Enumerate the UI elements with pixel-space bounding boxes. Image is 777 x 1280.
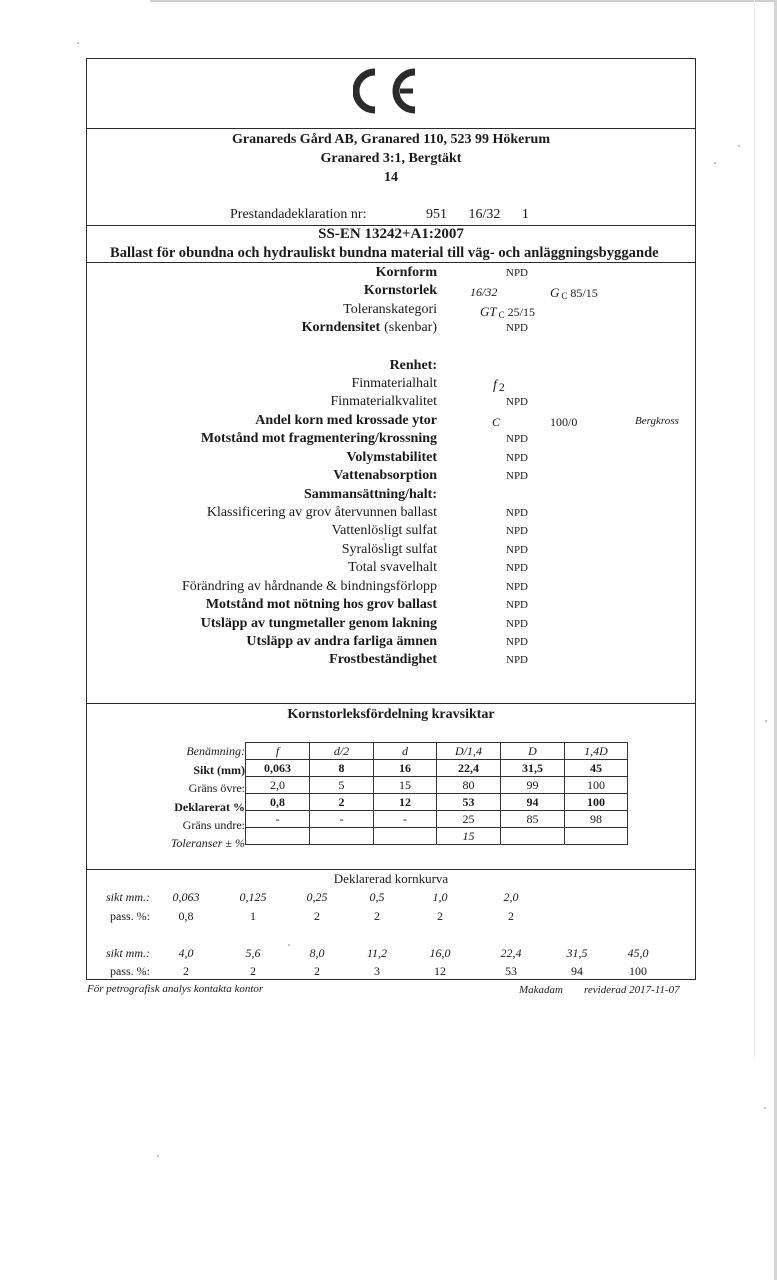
property-label-suffix: (skenbar)	[384, 320, 437, 335]
value-text: NPD	[506, 599, 529, 611]
property-value	[506, 322, 528, 334]
scan-speck	[714, 162, 716, 164]
property-value	[506, 581, 528, 593]
grading-curve-title: Deklarerad kornkurva	[333, 871, 449, 886]
passing-percent: 53	[505, 964, 517, 978]
grading-row-label: Deklarerat %	[174, 800, 245, 814]
sieve-size: 16,0	[429, 946, 451, 960]
property-label	[182, 579, 437, 595]
property-value	[506, 470, 528, 482]
footer-note: För petrografisk analys kontakta kontor	[87, 983, 264, 995]
grading-table-cell: 100	[565, 777, 628, 794]
value-text: NPD	[506, 433, 529, 445]
scan-speck	[738, 145, 740, 147]
grading-table-cell: 98	[565, 811, 628, 828]
site-line: Granared 3:1, Bergtäkt	[320, 151, 462, 166]
grading-row-label: Toleranser ± %	[170, 836, 245, 850]
scan-speck	[77, 42, 79, 44]
sieve-size: 31,5	[566, 946, 588, 960]
grading-table-row	[246, 760, 628, 777]
grading-table-cell: 2,0	[246, 777, 310, 794]
value-text: NPD	[506, 470, 529, 482]
property-label-text: Vattenabsorption	[333, 468, 437, 483]
grading-table-cell: 1,4D	[565, 743, 628, 760]
property-value	[506, 544, 528, 556]
grading-table-cell: 85	[501, 811, 565, 828]
value-text: NPD	[506, 636, 529, 648]
grading-table-cell: 94	[501, 794, 565, 811]
grading-table-cell: 15	[437, 828, 501, 845]
passing-percent: 2	[250, 964, 256, 978]
grading-table-row	[246, 828, 628, 845]
property-label	[201, 431, 437, 447]
footer-product-type: Makadam	[519, 984, 563, 996]
extra-subscript: C	[561, 291, 568, 301]
sieve-size: 2,0	[503, 890, 519, 904]
property-value	[480, 304, 535, 320]
ce-mark-icon	[353, 66, 433, 116]
grading-table-row	[246, 743, 628, 760]
grading-row-label: Sikt (mm)	[193, 763, 245, 777]
grading-table-cell: d/2	[310, 743, 374, 760]
scan-edge-top	[150, 0, 777, 2]
property-label	[347, 450, 437, 466]
value-text: NPD	[506, 322, 529, 334]
grading-table-cell: 15	[374, 777, 437, 794]
grading-table-cell: D/1,4	[437, 743, 501, 760]
property-label-text: Toleranskategori	[343, 302, 437, 317]
grading-table-title: Kornstorleksfördelning kravsiktar	[287, 707, 495, 722]
sieve-size: 0,125	[239, 890, 267, 904]
property-value	[506, 433, 528, 445]
property-note: Bergkross	[635, 415, 679, 427]
grading-table-cell: f	[246, 743, 310, 760]
grading-table	[245, 742, 628, 845]
property-label-text: Renhet:	[389, 358, 437, 373]
value-text: NPD	[506, 267, 529, 279]
property-label-text: Kornstorlek	[363, 283, 437, 298]
scan-speck	[765, 720, 767, 722]
grading-table-cell	[565, 828, 628, 845]
property-label-text: Kornform	[375, 265, 437, 280]
grading-table-cell: 45	[565, 760, 628, 777]
grading-table-cell	[246, 828, 310, 845]
property-extra	[550, 285, 598, 301]
property-value	[470, 285, 497, 300]
property-value	[506, 599, 528, 611]
passing-percent: 2	[437, 909, 443, 923]
property-label-text: Andel korn med krossade ytor	[255, 413, 437, 428]
grading-table-cell: d	[374, 743, 437, 760]
property-value	[506, 636, 528, 648]
grading-row-label: Benämning:	[186, 744, 245, 758]
property-label-text: Klassificering av grov återvunnen ballast	[206, 505, 437, 520]
scan-speck	[764, 1107, 766, 1109]
sieve-size: 0,063	[172, 890, 200, 904]
declaration-number: 951	[425, 207, 447, 222]
value-text: NPD	[506, 452, 529, 464]
grading-table-cell: 12	[374, 794, 437, 811]
property-value	[506, 525, 528, 537]
extra-text: 100/0	[550, 415, 578, 429]
passing-percent: 2	[183, 964, 189, 978]
grading-table-cell	[501, 828, 565, 845]
grading-table-cell: 8	[310, 760, 374, 777]
divider-after-standard	[86, 262, 696, 263]
property-label	[207, 505, 437, 521]
value-text: NPD	[506, 562, 529, 574]
grading-row-label: Gräns undre:	[182, 818, 245, 832]
property-label-text: Motstånd mot nötning hos grov ballast	[205, 597, 437, 612]
company-line: Granareds Gård AB, Granared 110, 523 99 Hökerum	[232, 132, 550, 147]
grading-table-cell	[374, 828, 437, 845]
property-label-text: Förändring av hårdnande & bindningsförlopp	[181, 579, 437, 594]
sieve-size: 22,4	[500, 946, 522, 960]
sieve-size: 4,0	[178, 946, 194, 960]
property-label-text: Utsläpp av andra farliga ämnen	[246, 634, 437, 649]
grading-table-row	[246, 777, 628, 794]
value-subscript: C	[498, 310, 505, 320]
value-text: NPD	[506, 581, 529, 593]
property-label	[332, 523, 437, 539]
grading-table-cell: 16	[374, 760, 437, 777]
value-text: 16/32	[470, 285, 498, 299]
extra-prefix: G	[550, 285, 560, 300]
value-text: NPD	[506, 396, 529, 408]
footer-revised: reviderad 2017-11-07	[584, 984, 680, 996]
grading-table-cell: -	[374, 811, 437, 828]
grading-table-row	[246, 811, 628, 828]
property-value	[506, 618, 528, 630]
grading-table-cell: 80	[437, 777, 501, 794]
property-label	[348, 560, 437, 576]
sieve-size: 45,0	[627, 946, 649, 960]
property-value	[506, 267, 528, 279]
standard-title: SS-EN 13242+A1:2007	[318, 226, 464, 242]
property-label-text: Syralösligt sulfat	[341, 542, 437, 557]
property-value	[506, 562, 528, 574]
divider-before-grading	[86, 703, 696, 704]
property-value	[493, 378, 508, 395]
sieve-size: 5,6	[245, 946, 261, 960]
property-label	[343, 302, 437, 318]
sieve-label: sikt mm.:	[106, 890, 150, 904]
passing-percent: 3	[374, 964, 380, 978]
property-value	[506, 396, 528, 408]
sieve-size: 8,0	[309, 946, 325, 960]
scan-speck	[157, 1155, 159, 1157]
grading-table-cell: D	[501, 743, 565, 760]
property-label-text: Finmaterialkvalitet	[330, 394, 437, 409]
value-prefix: GT	[480, 304, 497, 319]
property-label	[342, 542, 437, 558]
passing-percent: 2	[508, 909, 514, 923]
value-text: NPD	[506, 525, 529, 537]
property-label-text: Volymstabilitet	[346, 450, 437, 465]
value-text: NPD	[506, 654, 529, 666]
property-label	[390, 358, 437, 374]
passing-percent: 2	[314, 964, 320, 978]
passing-percent: 12	[434, 964, 446, 978]
declaration-fraction: 16/32	[468, 207, 501, 222]
property-value	[506, 507, 528, 519]
property-label	[376, 265, 437, 281]
property-label	[329, 652, 437, 668]
property-label	[246, 634, 437, 650]
grading-table-cell: 22,4	[437, 760, 501, 777]
property-label	[255, 413, 437, 429]
property-label	[333, 468, 437, 484]
property-value	[506, 654, 528, 666]
sieve-size: 1,0	[432, 890, 448, 904]
property-label-text: Korndensitet	[301, 320, 381, 335]
extra-text: 85/15	[570, 286, 598, 300]
declaration-version: 1	[521, 207, 529, 222]
sieve-size: 0,5	[369, 890, 385, 904]
grading-table-cell: 2	[310, 794, 374, 811]
property-label	[330, 394, 437, 410]
property-label	[304, 487, 437, 503]
number-line: 14	[384, 170, 398, 185]
value-text: NPD	[506, 618, 529, 630]
property-label-text: Motstånd mot fragmentering/krossning	[200, 431, 437, 446]
grading-table-cell: -	[246, 811, 310, 828]
property-extra	[550, 415, 577, 430]
grading-table-cell: 99	[501, 777, 565, 794]
declaration-label: Prestandadeklaration nr:	[230, 207, 367, 222]
property-label-text: Vattenlösligt sulfat	[331, 523, 437, 538]
value-text: NPD	[506, 544, 529, 556]
property-value	[492, 415, 500, 430]
property-label	[206, 597, 437, 613]
product-description: Ballast för obundna och hydrauliskt bundna material till väg- och anläggningsbyggande	[110, 245, 659, 261]
property-label	[302, 320, 437, 336]
property-label	[364, 283, 437, 299]
value-text: C	[492, 415, 501, 429]
value-text: NPD	[506, 507, 529, 519]
divider-after-ce	[86, 128, 696, 129]
scan-edge-shadow	[754, 0, 755, 1060]
grading-table-row	[246, 794, 628, 811]
passing-percent: 0,8	[178, 909, 194, 923]
property-label-text: Sammansättning/halt:	[303, 487, 437, 502]
passing-percent: 2	[314, 909, 320, 923]
sieve-size: 0,25	[306, 890, 328, 904]
grading-table-cell: 25	[437, 811, 501, 828]
grading-table-cell: 0,063	[246, 760, 310, 777]
passing-percent: 94	[571, 964, 583, 978]
passing-percent: 2	[374, 909, 380, 923]
grading-table-cell: -	[310, 811, 374, 828]
grading-table-cell: 100	[565, 794, 628, 811]
divider-before-curve	[86, 869, 696, 870]
grading-table-cell	[310, 828, 374, 845]
grading-table-cell: 0,8	[246, 794, 310, 811]
passing-label: pass. %:	[110, 909, 150, 923]
property-label-text: Utsläpp av tungmetaller genom lakning	[200, 616, 437, 631]
grading-row-label: Gräns övre:	[188, 781, 245, 795]
property-label-text: Total svavelhalt	[348, 560, 437, 575]
value-text: 25/15	[507, 305, 535, 319]
property-value	[506, 452, 528, 464]
passing-label: pass. %:	[110, 964, 150, 978]
property-label-text: Finmaterialhalt	[351, 376, 437, 391]
grading-table-cell: 5	[310, 777, 374, 794]
passing-percent: 1	[250, 909, 256, 923]
property-label-text: Frostbeständighet	[329, 652, 437, 667]
passing-percent: 100	[629, 964, 647, 978]
sieve-size: 11,2	[366, 946, 388, 960]
property-label	[201, 616, 437, 632]
declaration-row	[230, 207, 529, 223]
grading-table-cell: 53	[437, 794, 501, 811]
sieve-label: sikt mm.:	[106, 946, 150, 960]
value-subscript: 2	[498, 380, 505, 394]
property-label	[351, 376, 437, 392]
value-prefix: f	[493, 378, 497, 393]
grading-table-cell: 31,5	[501, 760, 565, 777]
